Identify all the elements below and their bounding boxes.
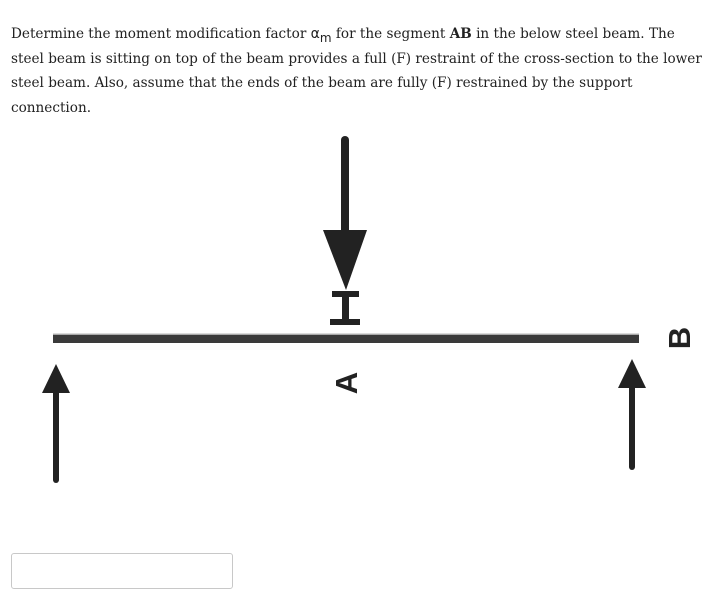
question-text-part1: Determine the moment modification factor (11, 26, 311, 42)
alpha-subscript: m (319, 31, 332, 45)
question-text-part2: for the segment (331, 26, 450, 42)
steel-beam (53, 334, 639, 343)
question-text (11, 22, 711, 120)
answer-input[interactable] (11, 553, 233, 589)
alpha-symbol: α (310, 26, 320, 42)
label-a: A (329, 371, 364, 395)
right-support-reaction-arrow (618, 359, 646, 467)
segment-label: AB (449, 26, 472, 42)
label-b: B (662, 326, 697, 350)
left-support-reaction-arrow (42, 364, 70, 480)
beam-diagram (0, 130, 718, 490)
i-section-cross-beam (330, 291, 360, 325)
downward-load-arrow (323, 140, 367, 290)
question-text-part3: in the below steel beam. The steel beam is sitting on top of the beam provides a full (F) restraint of the cross-section to the lower steel beam. Also, assume that the ends of the beam are fully (F) restrained by the support connection. (11, 26, 702, 116)
